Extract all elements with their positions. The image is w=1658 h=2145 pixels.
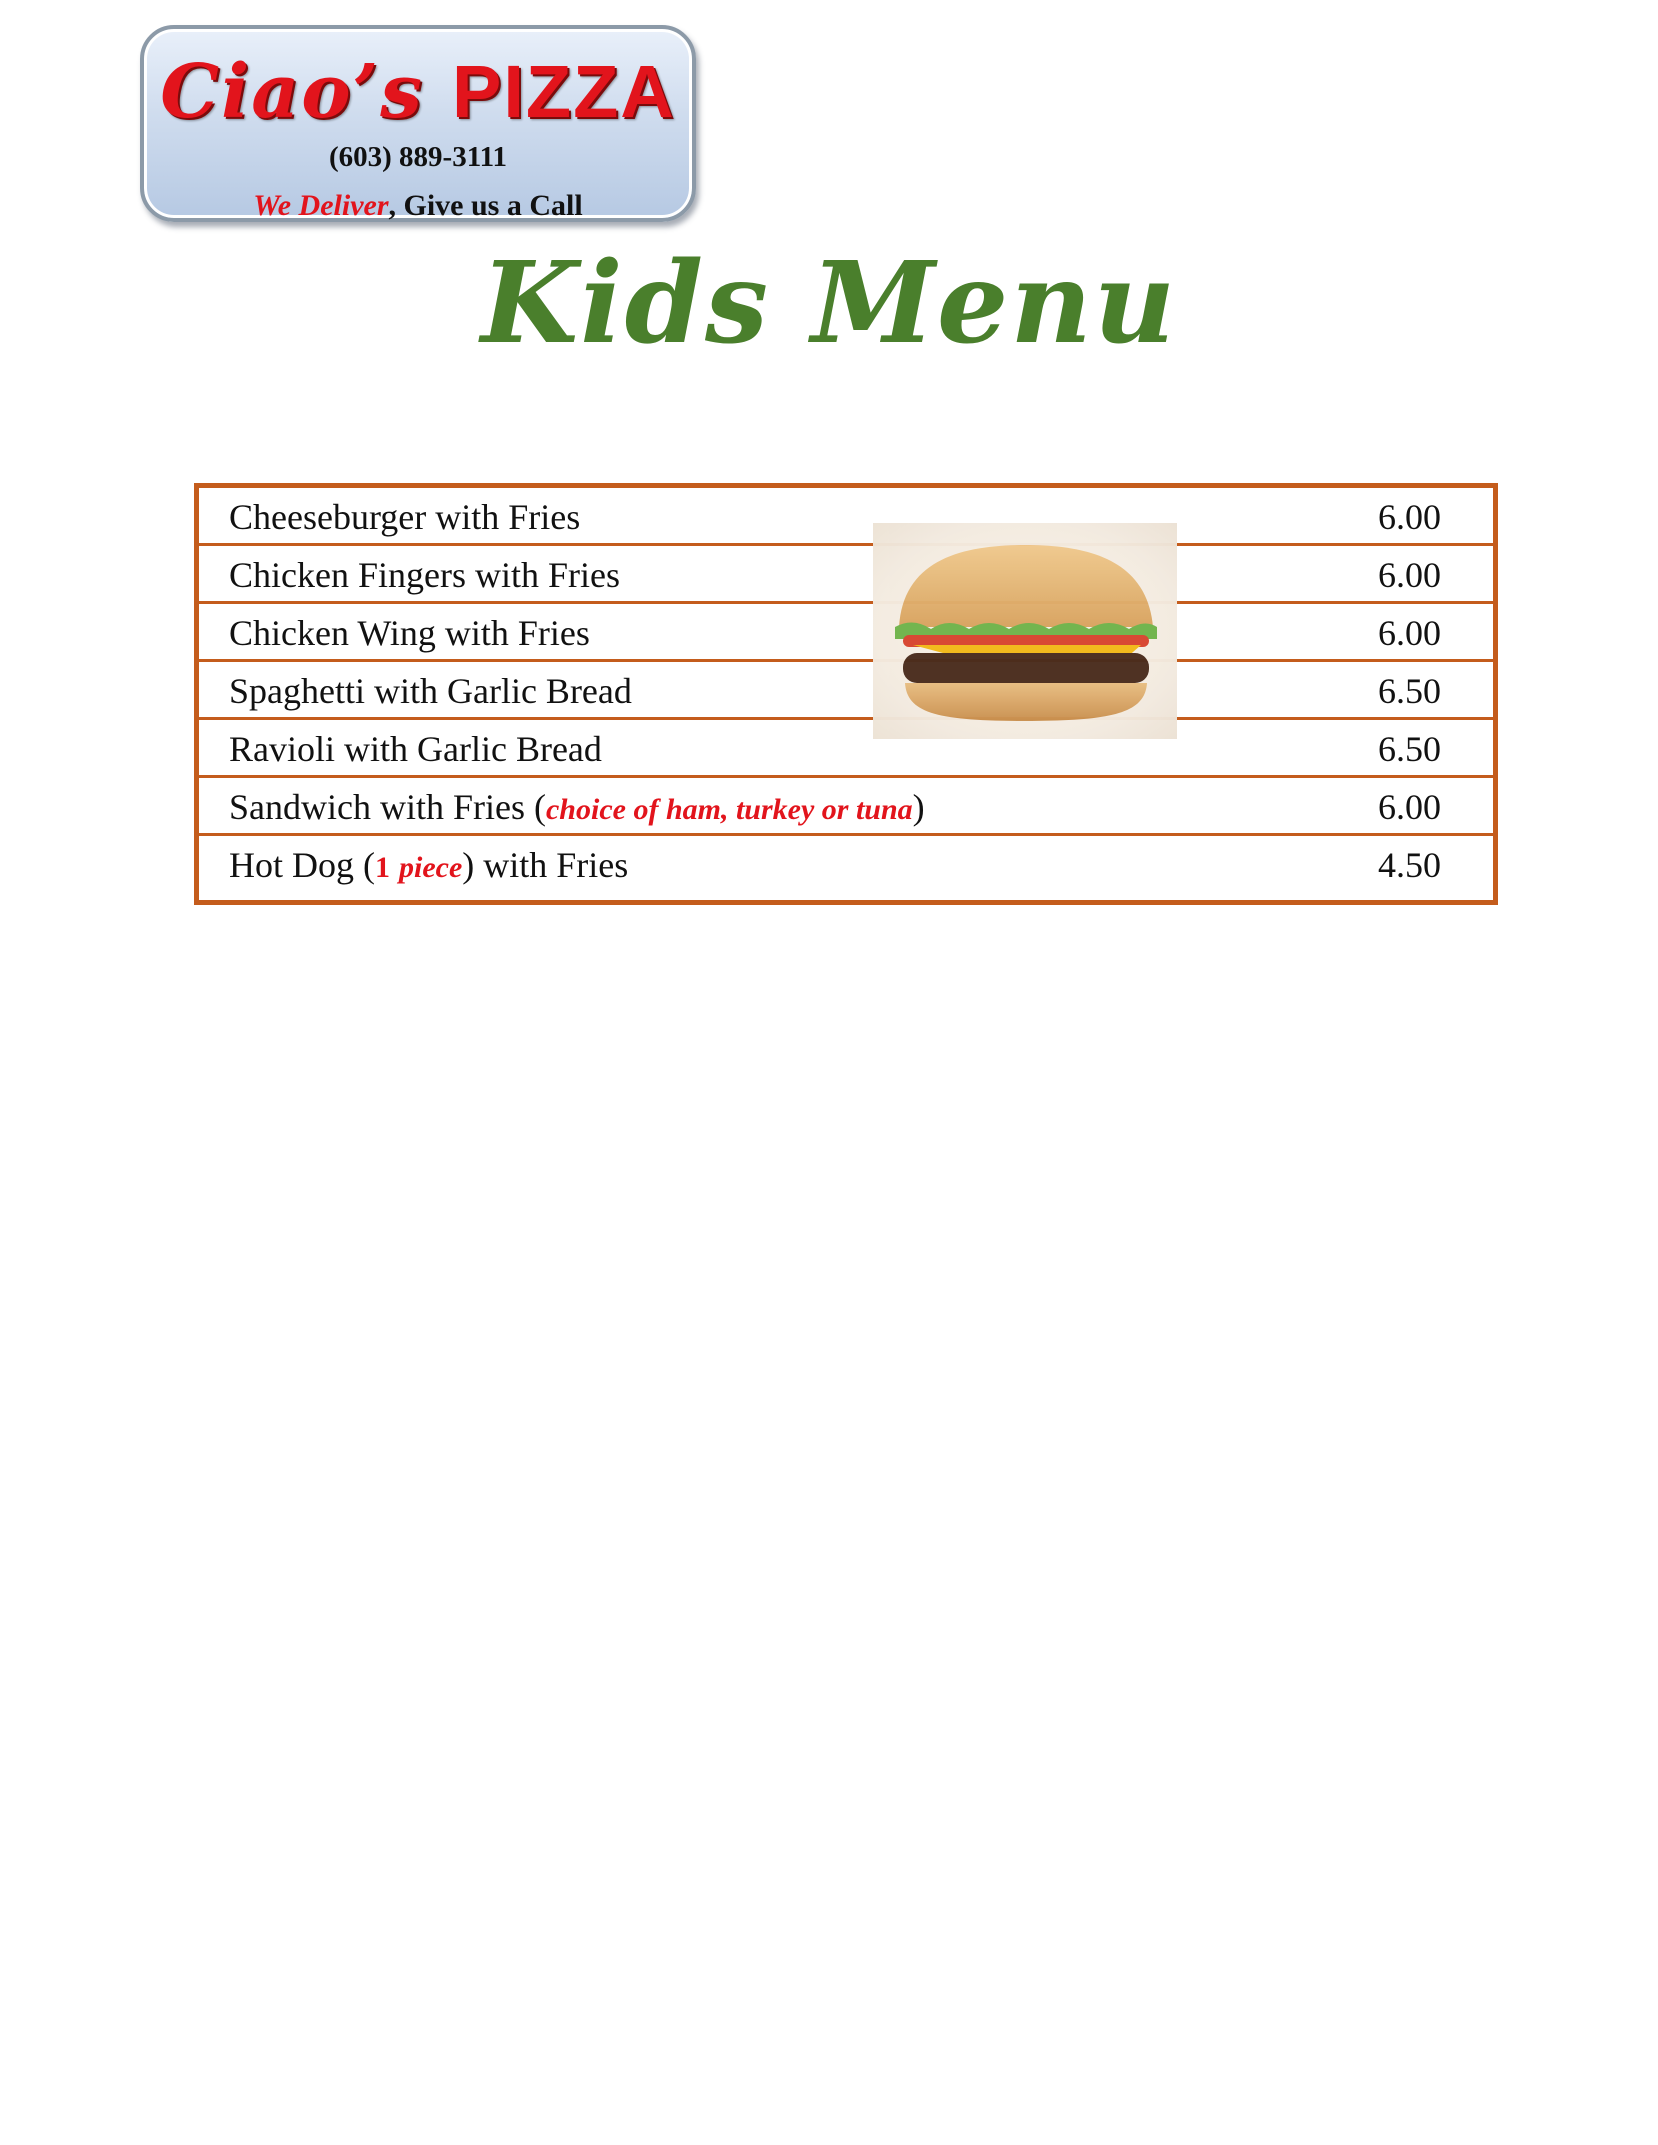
item-price: 6.50	[1378, 671, 1441, 711]
item-name: Chicken Wing with Fries	[229, 613, 590, 653]
logo-badge	[140, 25, 696, 222]
item-price: 6.50	[1378, 729, 1441, 769]
menu-row	[199, 720, 1493, 778]
item-note: piece	[399, 851, 463, 884]
item-price: 6.00	[1378, 787, 1441, 827]
tagline	[144, 189, 692, 223]
logo-title	[144, 49, 692, 135]
page-title: Kids Menu	[480, 238, 1178, 369]
tagline-deliver: We Deliver	[253, 189, 389, 222]
logo-name-script: Ciao’s	[160, 49, 424, 135]
item-name: Cheeseburger with Fries	[229, 497, 581, 537]
item-price: 6.00	[1378, 497, 1441, 537]
item-note: choice of ham, turkey or tuna	[545, 793, 913, 826]
logo-name-block: PIZZA	[451, 50, 676, 133]
menu-row	[199, 836, 1493, 900]
tagline-call: , Give us a Call	[388, 189, 583, 222]
menu-row	[199, 662, 1493, 720]
item-name: Hot Dog	[229, 845, 354, 885]
item-name-suffix: with Fries	[483, 845, 629, 885]
item-note-number: 1	[375, 851, 390, 884]
item-price: 4.50	[1378, 845, 1441, 885]
menu-row	[199, 604, 1493, 662]
burger-icon	[873, 523, 1177, 739]
menu-row	[199, 488, 1493, 546]
menu-row	[199, 778, 1493, 836]
item-price: 6.00	[1378, 555, 1441, 595]
item-price: 6.00	[1378, 613, 1441, 653]
item-name: Ravioli with Garlic Bread	[229, 729, 602, 769]
item-name-with-note: Hot Dog (1 piece) with Fries	[229, 845, 629, 885]
item-name: Spaghetti with Garlic Bread	[229, 671, 632, 711]
menu-table	[194, 483, 1498, 905]
item-name: Sandwich with Fries	[229, 787, 525, 827]
item-name: Chicken Fingers with Fries	[229, 555, 620, 595]
menu-row	[199, 546, 1493, 604]
phone-number: (603) 889-3111	[328, 141, 508, 173]
item-name-with-note: Sandwich with Fries (choice of ham, turkey or tuna)	[229, 787, 925, 827]
